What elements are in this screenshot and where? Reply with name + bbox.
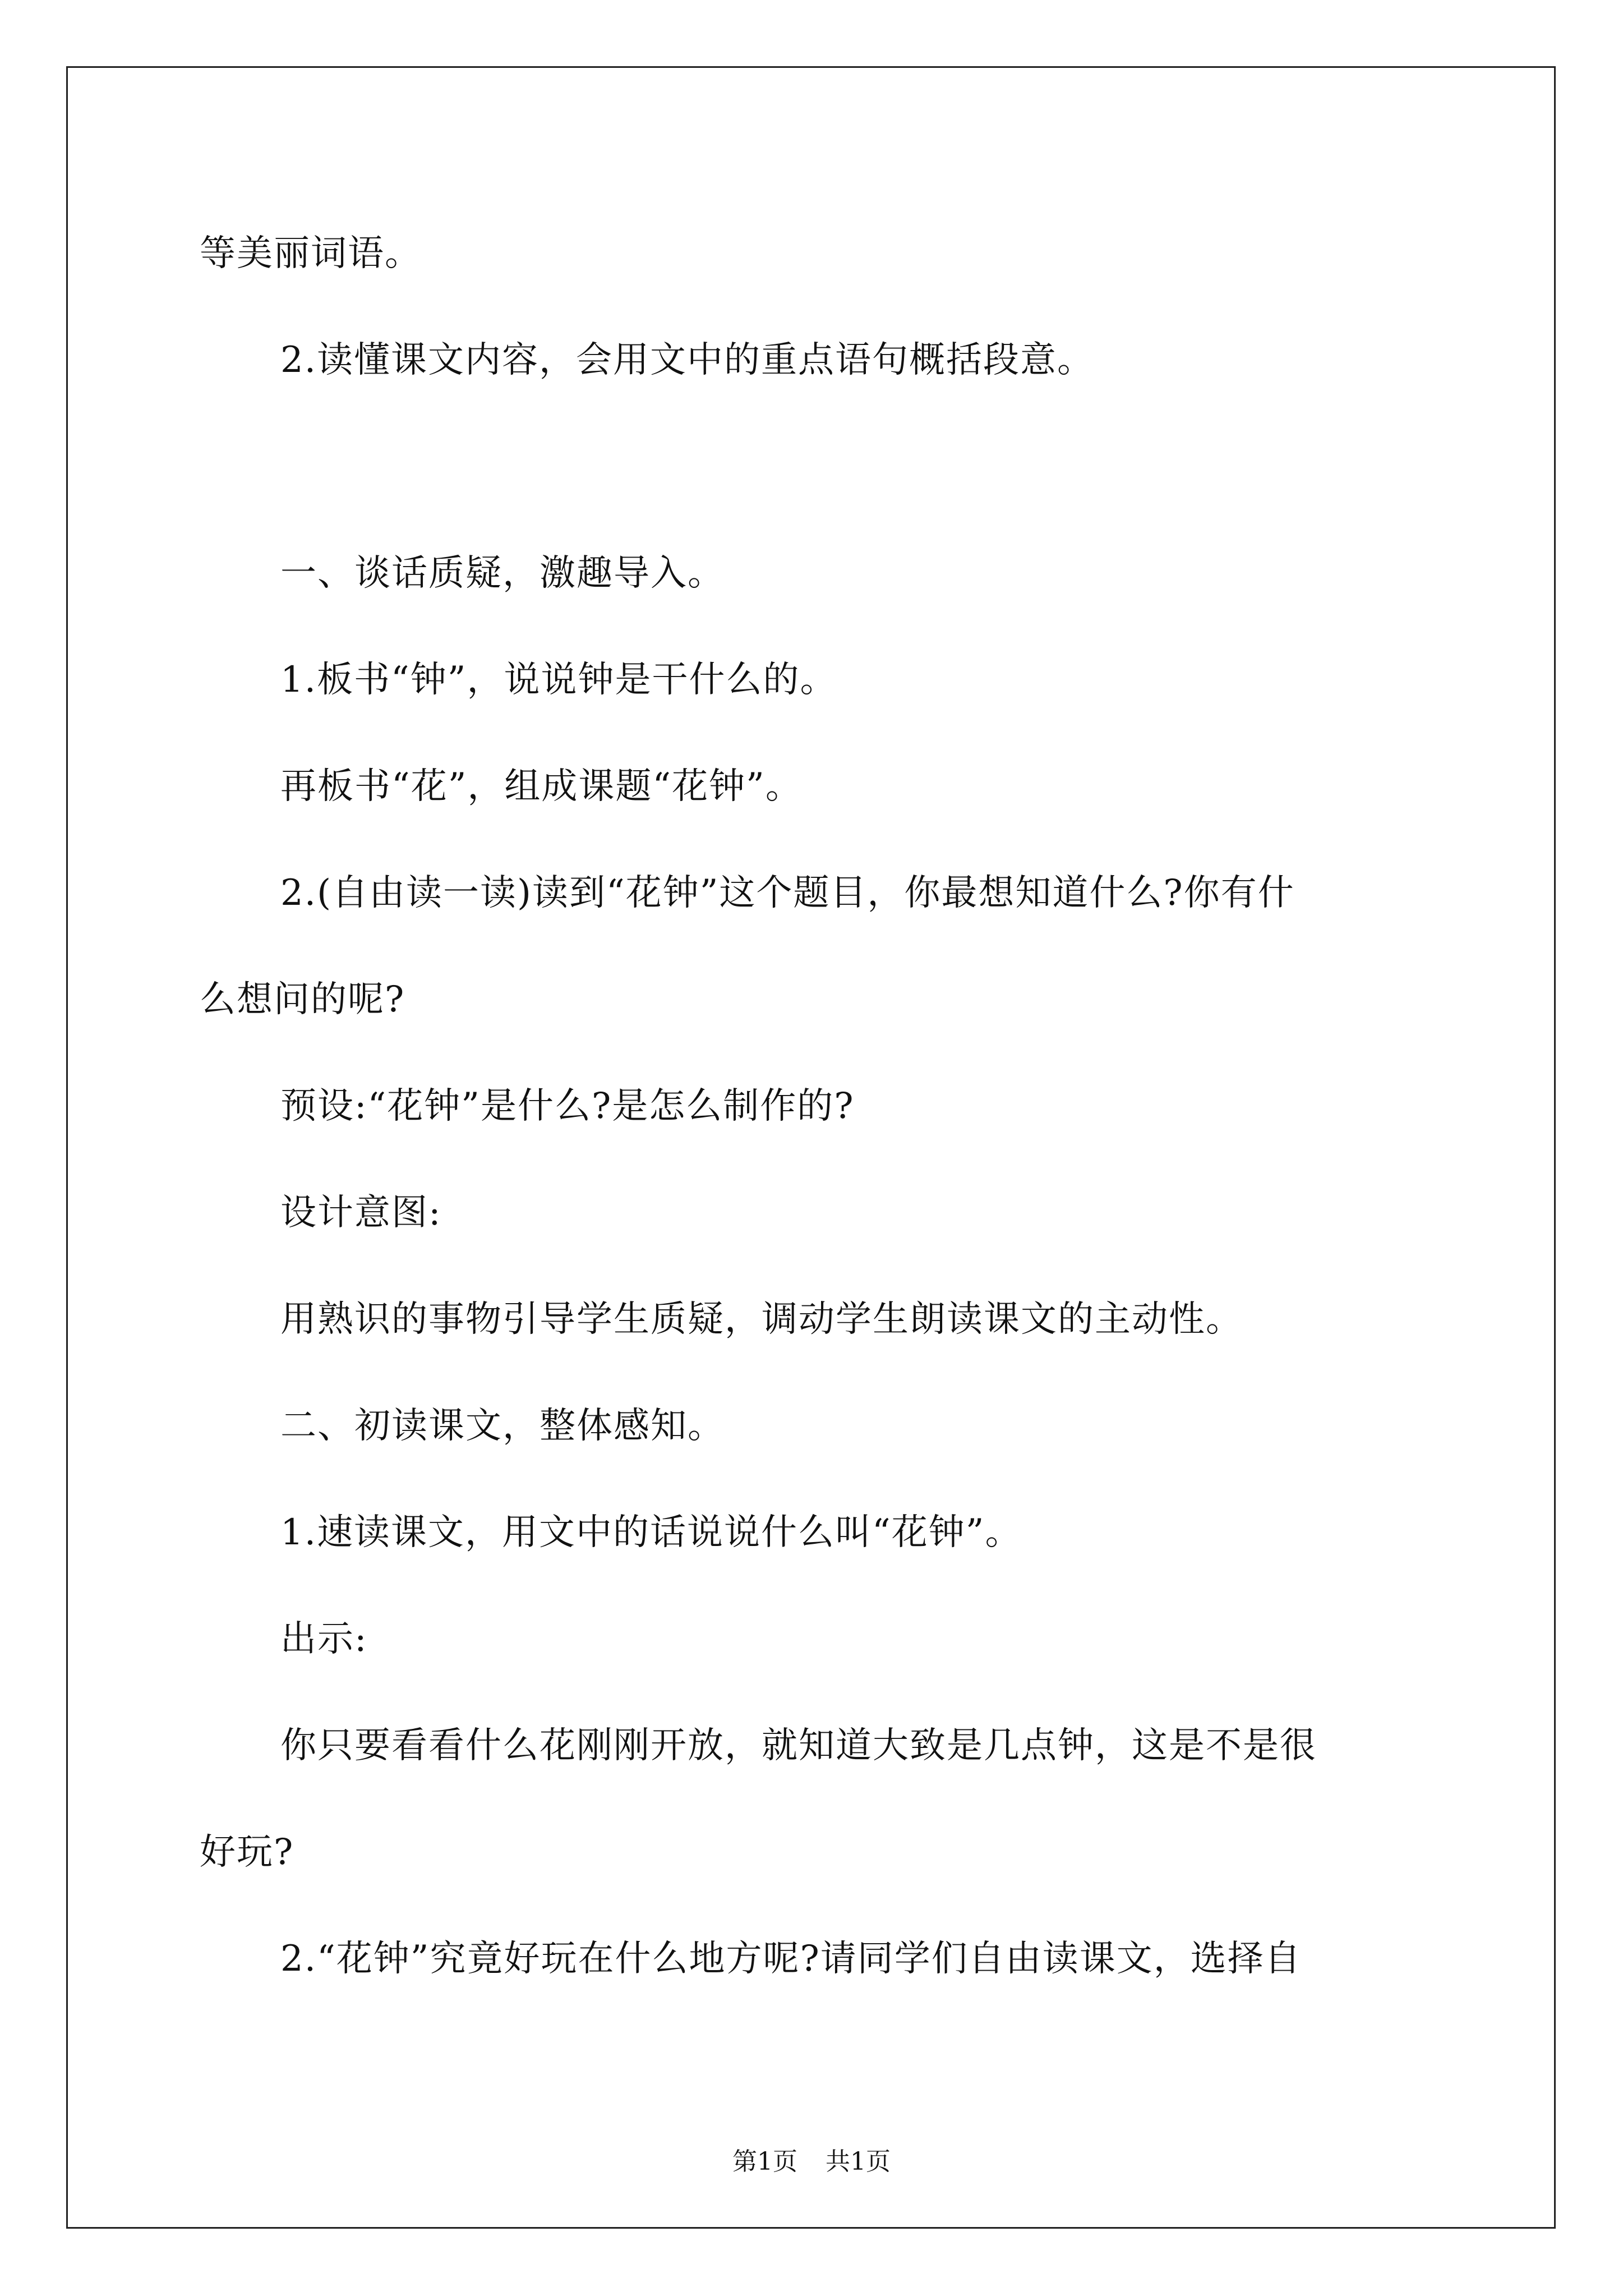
page-number: 第1页 (732, 2147, 797, 2176)
text-line: 再板书“花”，组成课题“花钟”。 (280, 766, 803, 807)
text-line: 2.(自由读一读)读到“花钟”这个题目，你最想知道什么?你有什 (280, 872, 1295, 914)
page-border (66, 66, 1556, 2229)
text-line: 你只要看看什么花刚刚开放，就知道大致是几点钟，这是不是很 (280, 1725, 1317, 1766)
text-line: 2.“花钟”究竟好玩在什么地方呢?请同学们自由读课文，选择自 (280, 1938, 1302, 1980)
text-line: 用熟识的事物引导学生质疑，调动学生朗读课文的主动性。 (280, 1299, 1243, 1340)
page-footer (0, 2147, 1623, 2176)
text-line: 二、初读课文，整体感知。 (280, 1405, 725, 1447)
text-line: 好玩? (200, 1832, 294, 1873)
text-line: 么想问的呢? (200, 979, 405, 1020)
text-line: 1.板书“钟”，说说钟是干什么的。 (280, 659, 837, 701)
text-line: 出示: (280, 1618, 368, 1660)
page-total: 共1页 (826, 2147, 891, 2176)
text-line: 1.速读课文，用文中的话说说什么叫“花钟”。 (280, 1512, 1022, 1553)
text-line: 设计意图: (280, 1192, 442, 1234)
text-line: 一、谈话质疑，激趣导入。 (280, 553, 725, 594)
text-line: 2.读懂课文内容，会用文中的重点语句概括段意。 (280, 339, 1095, 381)
text-line: 等美丽词语。 (200, 233, 422, 274)
text-line: 预设:“花钟”是什么?是怎么制作的? (280, 1085, 855, 1127)
